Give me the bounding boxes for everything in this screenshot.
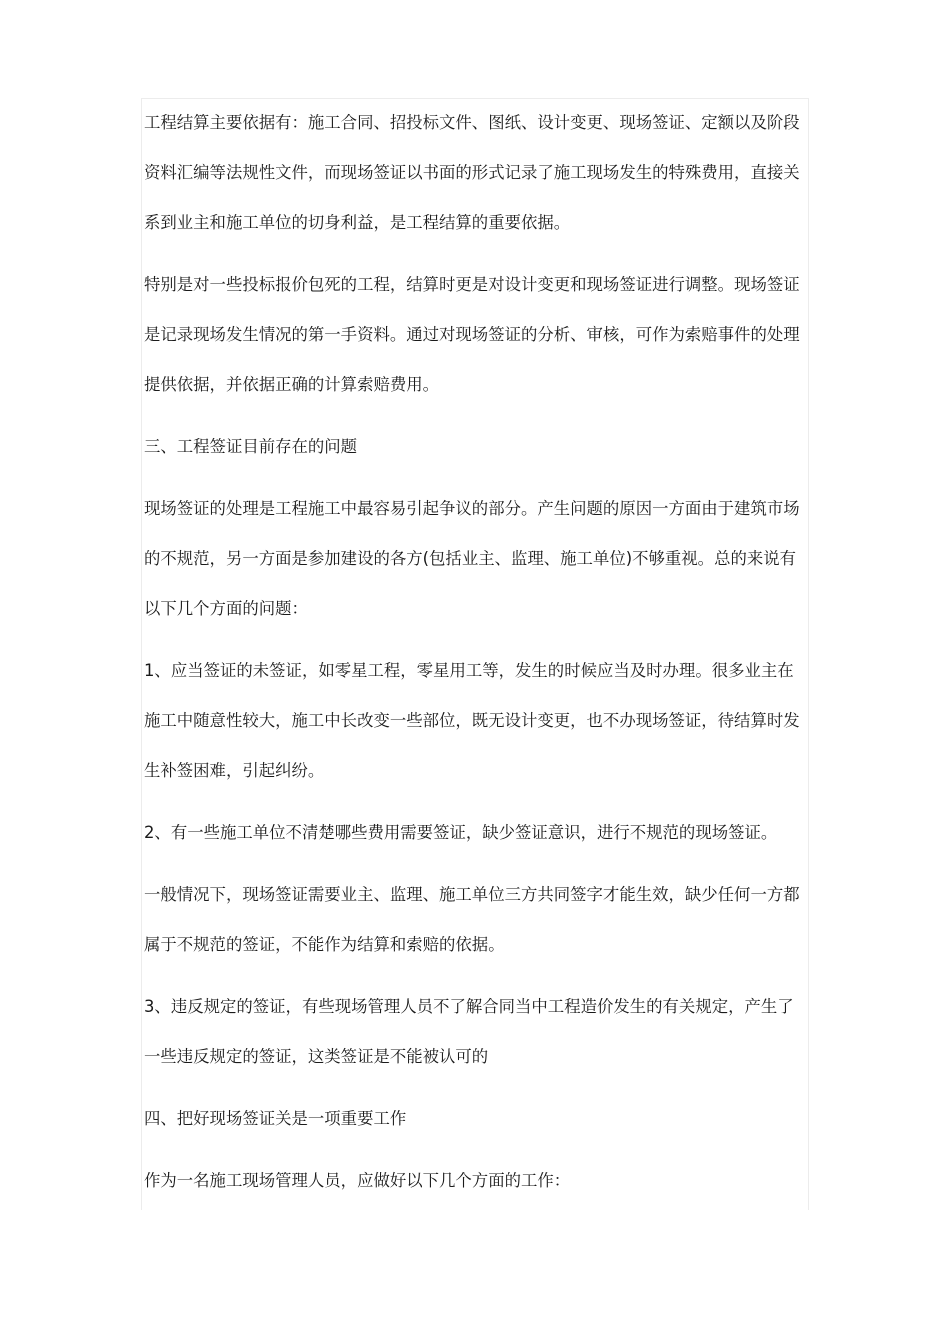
text-line: 系到业主和施工单位的切身利益，是工程结算的重要依据。: [144, 213, 571, 232]
heading-text: 三、工程签证目前存在的问题: [144, 437, 358, 456]
text-line: 生补签困难，引起纠纷。: [144, 761, 325, 780]
paragraph-fixed-price-projects: [144, 260, 812, 410]
paragraph-three-party-signature: [144, 870, 812, 970]
text-line: 1、应当签证的未签证，如零星工程，零星用工等，发生的时候应当及时办理。很多业主在: [144, 661, 794, 680]
text-line: 一般情况下，现场签证需要业主、监理、施工单位三方共同签字才能生效，缺少任何一方都: [144, 885, 800, 904]
text-line: 一些违反规定的签证，这类签证是不能被认可的: [144, 1047, 489, 1066]
text-line: 以下几个方面的问题：: [144, 599, 308, 618]
text-line: 资料汇编等法规性文件，而现场签证以书面的形式记录了施工现场发生的特殊费用，直接关: [144, 163, 800, 182]
text-line: 是记录现场发生情况的第一手资料。通过对现场签证的分析、审核，可作为索赔事件的处理: [144, 325, 800, 344]
page-frame-left-border: [141, 98, 142, 1210]
text-line: 作为一名施工现场管理人员，应做好以下几个方面的工作：: [144, 1171, 571, 1190]
text-line: 现场签证的处理是工程施工中最容易引起争议的部分。产生问题的原因一方面由于建筑市场: [144, 499, 800, 518]
text-line: 特别是对一些投标报价包死的工程，结算时更是对设计变更和现场签证进行调整。现场签证: [144, 275, 800, 294]
section-heading-4: [144, 1094, 812, 1144]
text-line: 属于不规范的签证，不能作为结算和索赔的依据。: [144, 935, 505, 954]
paragraph-settlement-basis: [144, 98, 812, 248]
text-line: 施工中随意性较大，施工中长改变一些部位，既无设计变更，也不办现场签证，待结算时发: [144, 711, 800, 730]
heading-text: 四、把好现场签证关是一项重要工作: [144, 1109, 407, 1128]
list-item-3: [144, 982, 812, 1082]
text-line: 的不规范，另一方面是参加建设的各方(包括业主、监理、施工单位)不够重视。总的来说有: [144, 549, 797, 568]
text-line: 2、有一些施工单位不清楚哪些费用需要签证，缺少签证意识，进行不规范的现场签证。: [144, 823, 778, 842]
list-item-2: [144, 808, 812, 858]
list-item-1: [144, 646, 812, 796]
document-body: [144, 98, 812, 1206]
paragraph-manager-duties: [144, 1156, 812, 1206]
text-line: 提供依据，并依据正确的计算索赔费用。: [144, 375, 440, 394]
paragraph-dispute-causes: [144, 484, 812, 634]
text-line: 工程结算主要依据有：施工合同、招投标文件、图纸、设计变更、现场签证、定额以及阶段: [144, 113, 800, 132]
text-line: 3、违反规定的签证，有些现场管理人员不了解合同当中工程造价发生的有关规定，产生了: [144, 997, 794, 1016]
section-heading-3: [144, 422, 812, 472]
